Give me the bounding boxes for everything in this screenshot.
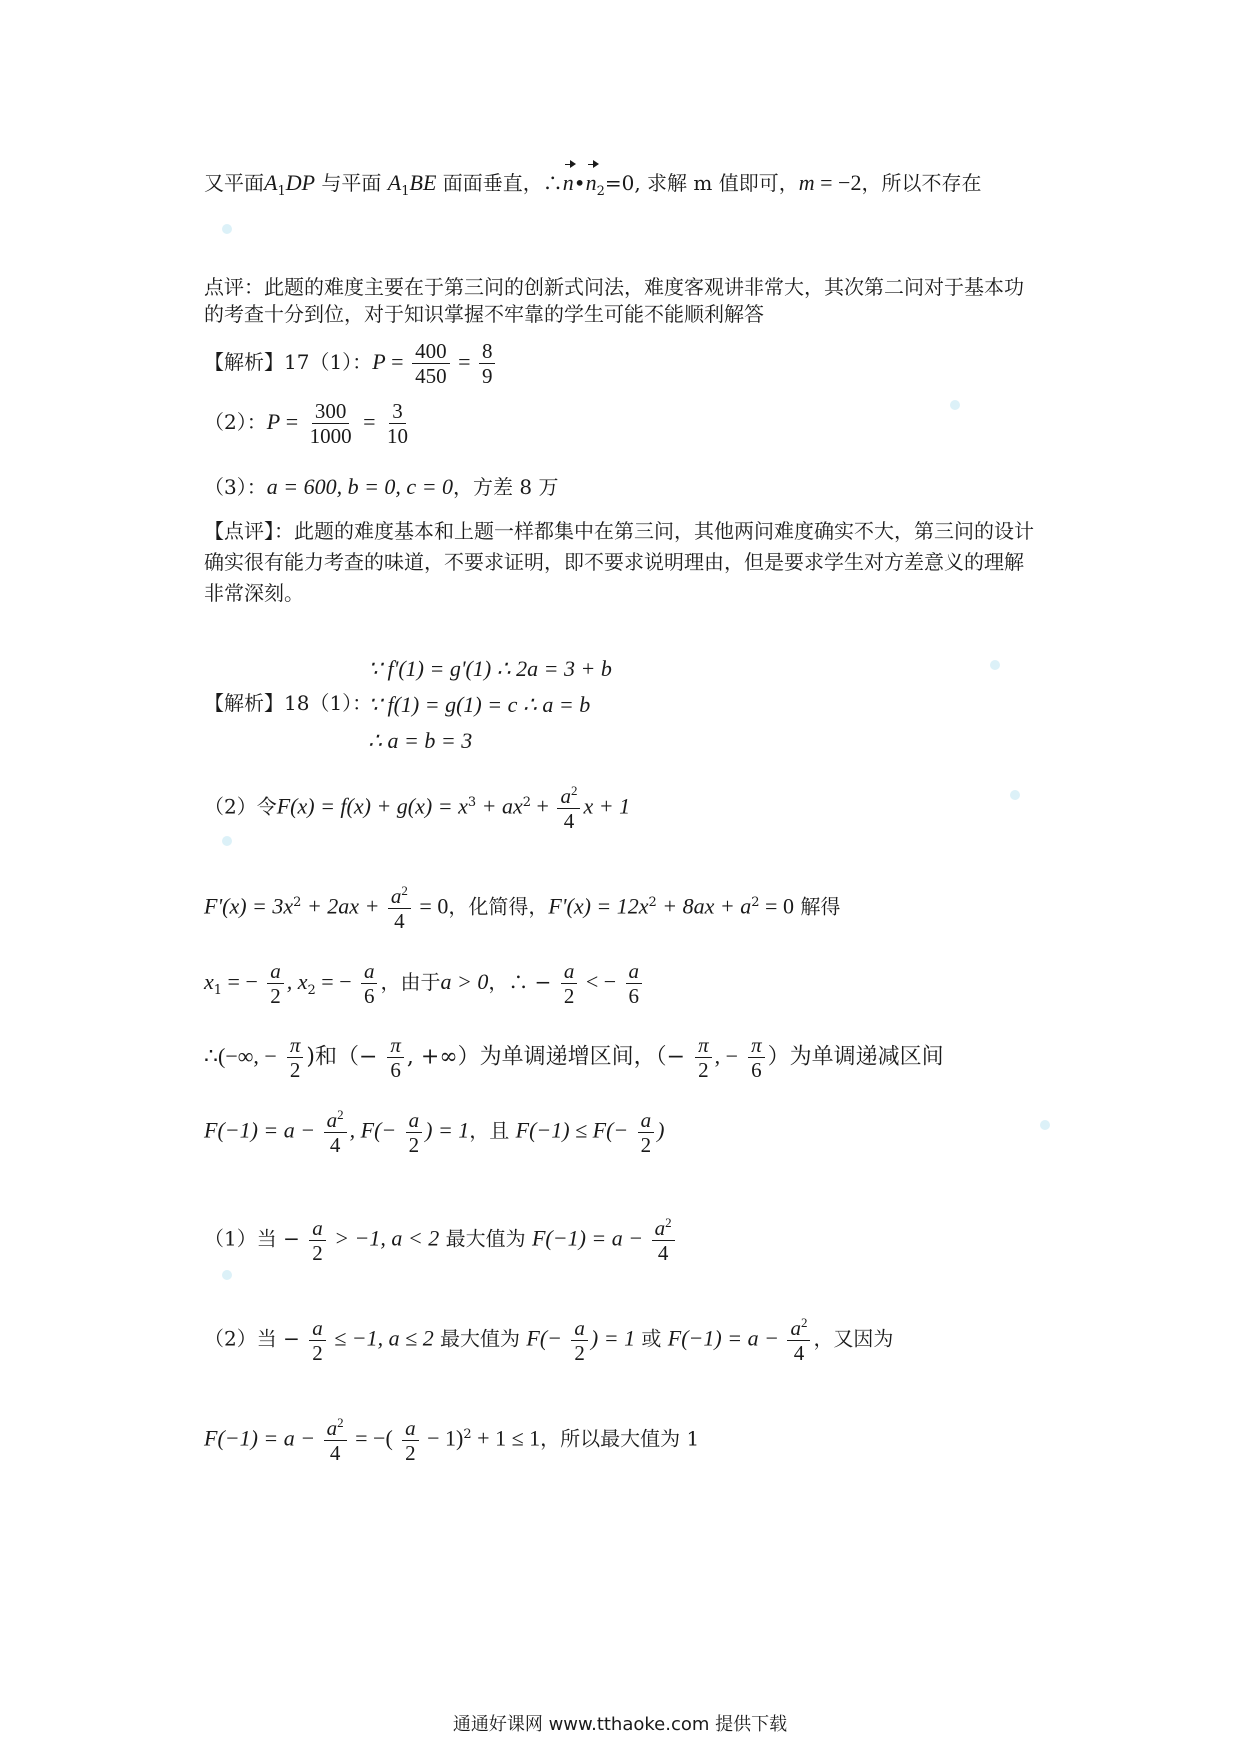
solution-17-part1: 【解析】17（1）：P = $\frac{400}{450}$ = $\frac{8}{9}$ bbox=[204, 340, 498, 387]
solution-18-row3: ∴ a = b = 3 bbox=[368, 728, 473, 753]
solution-18-head: 【解析】18（1）： bbox=[204, 691, 373, 715]
watermark-dot bbox=[222, 224, 232, 234]
final-line: F(−1) = a − $\frac{a^2}{4}$ = −( $\frac{a}{2}$ − 1)$^2$ + 1 ≤ 1，所以最大值为 1 bbox=[204, 1415, 700, 1466]
fraction: $\frac{3}{10}$ bbox=[387, 399, 409, 449]
fraction: $\frac{8}{9}$ bbox=[479, 340, 496, 387]
fraction: $\frac{a^2}{4}$ bbox=[324, 1108, 347, 1156]
monotonic-intervals-line: ∴(−∞, − $\frac{\pi}{2}$ )和（− $\frac{\pi}{6}$ , +∞）为单调递增区间，（− $\frac{\pi}{2}$ , − $\frac{\pi}{6}$ ）为单调递减区间 bbox=[204, 1033, 944, 1083]
fraction: $\frac{a}{2}$ bbox=[561, 960, 578, 1007]
fraction: $\frac{300}{1000}$ bbox=[309, 399, 352, 449]
fraction: $\frac{a}{2}$ bbox=[309, 1217, 326, 1264]
roots-line: $x_1$ = − $\frac{a}{2}$ , $x_2$ = − $\frac{a}{6}$ ，由于a > 0，∴ − $\frac{a}{2}$ < − $\frac{a}{6}$ bbox=[204, 960, 645, 1007]
solution-18-row1: ∵ f'(1) = g'(1) ∴ 2a = 3 + b bbox=[368, 656, 612, 681]
fraction: $\frac{\pi}{6}$ bbox=[387, 1034, 404, 1081]
solution-17-part2: （2）：P = $\frac{300}{1000}$ = $\frac{3}{10}$ bbox=[204, 400, 414, 447]
fraction: $\frac{a}{6}$ bbox=[626, 960, 643, 1007]
case-2-line: （2）当 − $\frac{a}{2}$ ≤ −1, a ≤ 2 最大值为 F(− $\frac{a}{2}$ ) = 1 或 F(−1) = a − $\frac{a^2}{4}$ ，又因为 bbox=[204, 1315, 894, 1366]
watermark-dot bbox=[1010, 790, 1020, 800]
fraction: $\frac{a^2}{4}$ bbox=[652, 1216, 675, 1264]
fraction: $\frac{a^2}{4}$ bbox=[787, 1316, 810, 1364]
fraction: $\frac{a^2}{4}$ bbox=[388, 884, 411, 932]
fraction: $\frac{a^2}{4}$ bbox=[557, 784, 580, 832]
watermark-dot bbox=[1040, 1120, 1050, 1130]
derivative-line: $F'(x) = 3x^2 + 2ax$ + $\frac{a^2}{4}$ = 0，化简得，$F'(x) = 12x^2 + 8ax + a^2 = 0$ 解得 bbox=[204, 883, 841, 934]
fraction: $\frac{a}{2}$ bbox=[309, 1317, 326, 1364]
comment-paragraph-1: 点评：此题的难度主要在于第三问的创新式问法，难度客观讲非常大，其次第二问对于基本功的考查十分到位，对于知识掌握不牢靠的学生可能不能顺利解答 bbox=[204, 275, 1024, 326]
solution-18-part2: （2）令$F(x) = f(x) + g(x) = x^3 + ax^2$ + $\frac{a^2}{4}$ x + 1 bbox=[204, 783, 631, 834]
fraction: $\frac{a}{2}$ bbox=[267, 960, 284, 1007]
fraction: $\frac{a}{2}$ bbox=[406, 1109, 423, 1156]
comment-paragraph-2: 【点评】：此题的难度基本和上题一样都集中在第三问，其他两问难度确实不大，第三问的设计确实很有能力考查的味道，不要求证明，即不要求说明理由，但是要求学生对方差意义的理解非常深刻。 bbox=[204, 519, 1034, 605]
solution-17-part3: （3）：a = 600, b = 0, c = 0，方差 8 万 bbox=[204, 474, 559, 499]
f-value-line: F(−1) = a − $\frac{a^2}{4}$ , F(− $\frac{a}{2}$ ) = 1，且 F(−1) ≤ F(− $\frac{a}{2}$ ) bbox=[204, 1107, 665, 1158]
fraction: $\frac{a^2}{4}$ bbox=[324, 1416, 347, 1464]
watermark-dot bbox=[950, 400, 960, 410]
fraction: $\frac{a}{2}$ bbox=[402, 1417, 419, 1464]
fraction: $\frac{a}{2}$ bbox=[571, 1317, 588, 1364]
watermark-dot bbox=[222, 1270, 232, 1280]
fraction: $\frac{400}{450}$ bbox=[412, 340, 450, 387]
vector-n2: n bbox=[586, 168, 597, 198]
case-1-line: （1）当 − $\frac{a}{2}$ > −1, a < 2 最大值为 F(−1) = a − $\frac{a^2}{4}$ bbox=[204, 1216, 678, 1264]
page-footer: 通通好课网 www.tthaoke.com 提供下载 bbox=[452, 1714, 788, 1735]
fraction: $\frac{a}{6}$ bbox=[361, 960, 378, 1007]
fraction: $\frac{\pi}{2}$ bbox=[287, 1034, 304, 1081]
line-planes-perpendicular: 又平面$A_1DP$ 与平面 $A_1BE$ 面面垂直，$\therefore n•n_2=0$, 求解 m 值即可，m = −2，所以不存在 bbox=[204, 170, 982, 199]
vector-n: n bbox=[563, 168, 574, 198]
watermark-dot bbox=[222, 836, 232, 846]
fraction: $\frac{\pi}{2}$ bbox=[695, 1034, 712, 1081]
fraction: $\frac{\pi}{6}$ bbox=[748, 1034, 765, 1081]
solution-18-row2: ∵ f(1) = g(1) = c ∴ a = b bbox=[368, 692, 591, 717]
watermark-dot bbox=[990, 660, 1000, 670]
fraction: $\frac{a}{2}$ bbox=[638, 1109, 655, 1156]
